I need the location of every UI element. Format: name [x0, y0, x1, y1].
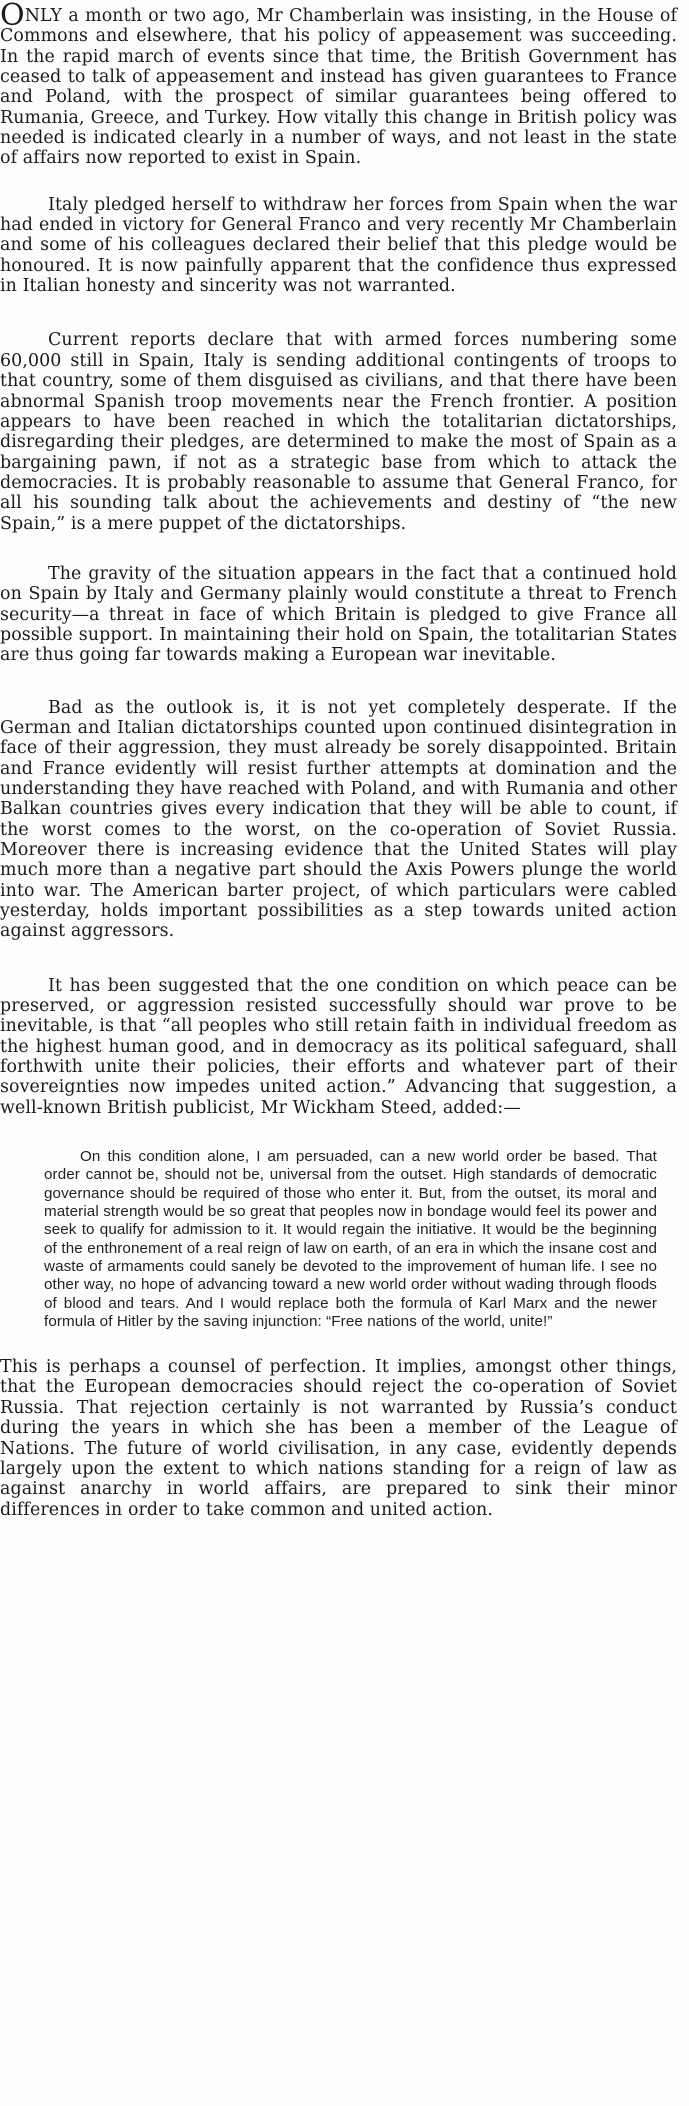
paragraph-current-reports: Current reports declare that with armed forces numbering some 60,000 still in Spain, Italy is sending additional contingents of troops to that country, some of them disguised as civilians, and that there have been abnormal Spanish troop movements near the French frontier. A position appears to have been reached in which the totalitarian dictatorships, disregarding their pledges, are determined to make the most of Spain as a bargaining pawn, if not as a strategic base from which to attack the democracies. It is probably reasonable to assume that General Franco, for all his sounding talk about the achievements and destiny of “the new Spain,” is a mere puppet of the dictatorships. [0, 330, 677, 534]
block-quote-steed: On this condition alone, I am persuaded, can a new world order be based. That order cannot be, should not be, universal from the outset. High standards of democratic governance should be required of those who enter it. But, from the outset, its moral and material strength would be so great that peoples now in bondage would feel its power and seek to qualify for admission to it. It would regain the initiative. It would be the beginning of the enthronement of a real reign of law on earth, of an era in which the insane cost and waste of armaments could sanely be devoted to the improvement of human life. I see no other way, no hope of advancing toward a new world order without wading through floods of blood and tears. And I would replace both the formula of Karl Marx and the newer formula of Hitler by the saving injunction: “Free nations of the world, unite!” [44, 1148, 657, 1330]
paragraph-suggestion: It has been suggested that the one condition on which peace can be preserved, or aggression resisted successfully should war prove to be inevitable, is that “all peoples who still retain faith in individual freedom as the highest human good, and in democracy as its political safeguard, shall forthwith unite their policies, their efforts and whatever part of their sovereignties now impedes united action.” Advancing that suggestion, a well-known British publicist, Mr Wickham Steed, added:— [0, 975, 677, 1118]
opening-text: NLY a month or two ago, Mr Chamberlain was insisting, in the House of Commons and elsewhere, that his policy of appeasement was succeeding. In the rapid march of events since that time, the British Government has ceased to talk of appeasement and instead has given guarantees to France and Poland, with the prospect of similar guarantees being offered to Rumania, Greece, and Turkey. How vitally this change in British policy was needed is indicated clearly in a number of ways, and not least in the state of affairs now reported to exist in Spain. [0, 6, 677, 169]
drop-cap: O [0, 0, 25, 33]
paragraph-opening [0, 0, 677, 169]
paragraph-italy-pledge: Italy pledged herself to withdraw her forces from Spain when the war had ended in victory for General Franco and very recently Mr Chamberlain and some of his colleagues declared their belief that this pledge would be honoured. It is now painfully apparent that the confidence thus expressed in Italian honesty and sincerity was not warranted. [0, 194, 677, 297]
paragraph-closing: This is perhaps a counsel of perfection. It implies, amongst other things, that the European democracies should reject the co-operation of Soviet Russia. That rejection certainly is not warranted by Russia’s conduct during the years in which she has been a member of the League of Nations. The future of world civilisation, in any case, evidently depends largely upon the extent to which nations standing for a reign of law as against anarchy in world affairs, are prepared to sink their minor differences in order to take common and united action. [0, 1357, 677, 1520]
paragraph-outlook: Bad as the outlook is, it is not yet completely desperate. If the German and Italian dictatorships counted upon continued disintegration in face of their aggression, they must already be sorely disappointed. Britain and France evidently will resist further attempts at domination and the understanding they have reached with Poland, and with Rumania and other Balkan countries gives every indication that they will be able to count, if the worst comes to the worst, on the co-operation of Soviet Russia. Moreover there is increasing evidence that the United States will play much more than a negative part should the Axis Powers plunge the world into war. The American barter project, of which particulars were cabled yesterday, holds important possibilities as a step towards united action against aggressors. [0, 697, 677, 942]
paragraph-gravity: The gravity of the situation appears in the fact that a continued hold on Spain by Italy and Germany plainly would constitute a threat to French security—a threat in face of which Britain is pledged to give France all possible support. In maintaining their hold on Spain, the totalitarian States are thus going far towards making a European war inevitable. [0, 563, 677, 666]
